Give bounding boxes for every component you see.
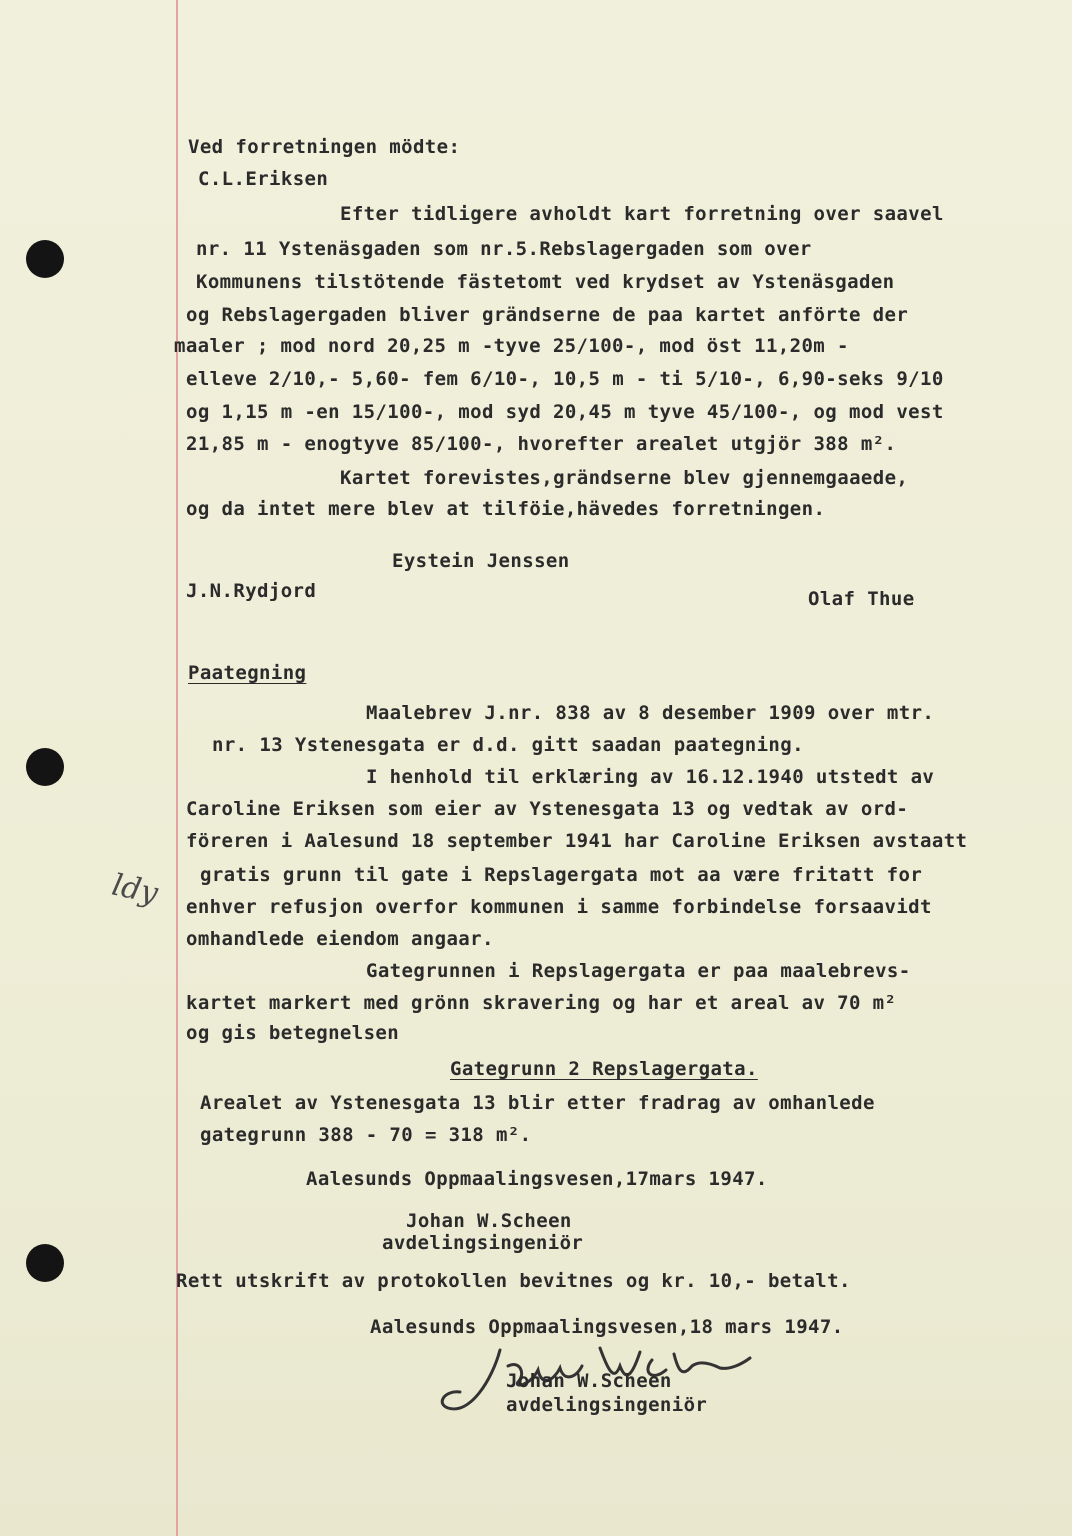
text-line: Ved forretningen mödte: (188, 136, 461, 158)
text-line: Kommunens tilstötende fästetomt ved krydset av Ystenäsgaden (196, 271, 895, 293)
margin-rule (176, 0, 178, 1536)
text-line: Rett utskrift av protokollen bevitnes og kr. 10,- betalt. (176, 1270, 851, 1292)
text-line: I henhold til erklæring av 16.12.1940 utstedt av (366, 766, 935, 788)
text-line: nr. 13 Ystenesgata er d.d. gitt saadan paategning. (212, 734, 804, 756)
text-line: nr. 11 Ystenäsgaden som nr.5.Rebslagergaden som over (196, 238, 812, 260)
section-heading: Paategning (188, 662, 307, 684)
text-line: föreren i Aalesund 18 september 1941 har Caroline Eriksen avstaatt (186, 830, 968, 852)
punch-hole-middle (26, 748, 64, 786)
text-line: Efter tidligere avholdt kart forretning over saavel (340, 203, 944, 225)
punch-hole-top (26, 240, 64, 278)
signatory-title: avdelingsingeniör (382, 1232, 584, 1254)
text-line: kartet markert med grönn skravering og har et areal av 70 m² (186, 992, 897, 1014)
place-date-line: Aalesunds Oppmaalingsvesen,17mars 1947. (306, 1168, 768, 1190)
text-line: omhandlede eiendom angaar. (186, 928, 494, 950)
text-line: gratis grunn til gate i Repslagergata mot aa være fritatt for (200, 864, 923, 886)
text-line: Caroline Eriksen som eier av Ystenesgata 13 og vedtak av ord- (186, 798, 909, 820)
signatory-name: Johan W.Scheen (406, 1210, 572, 1232)
text-line: Gategrunnen i Repslagergata er paa maalebrevs- (366, 960, 911, 982)
text-line: Maalebrev J.nr. 838 av 8 desember 1909 over mtr. (366, 702, 935, 724)
text-line: elleve 2/10,- 5,60- fem 6/10-, 10,5 m - ti 5/10-, 6,90-seks 9/10 (186, 368, 944, 390)
text-line: Arealet av Ystenesgata 13 blir etter fradrag av omhanlede (200, 1092, 875, 1114)
margin-handwritten-note: ldy (108, 867, 161, 912)
section-heading: Gategrunn 2 Repslagergata. (450, 1058, 758, 1080)
text-line: gategrunn 388 - 70 = 318 m². (200, 1124, 532, 1146)
place-date-line: Aalesunds Oppmaalingsvesen,18 mars 1947. (370, 1316, 844, 1338)
text-line: og da intet mere blev at tilföie,hävedes forretningen. (186, 498, 826, 520)
signatory-title: avdelingsingeniör (506, 1394, 708, 1416)
text-line: Kartet forevistes,grändserne blev gjennemgaaede, (340, 467, 909, 489)
text-line: enhver refusjon overfor kommunen i samme forbindelse forsaavidt (186, 896, 932, 918)
signatory-name: Eystein Jenssen (392, 550, 570, 572)
text-line: 21,85 m - enogtyve 85/100-, hvorefter arealet utgjör 388 m². (186, 433, 897, 455)
punch-hole-bottom (26, 1244, 64, 1282)
text-line: C.L.Eriksen (198, 168, 329, 190)
text-line: og Rebslagergaden bliver grändserne de paa kartet anförte der (186, 304, 909, 326)
text-line: maaler ; mod nord 20,25 m -tyve 25/100-, mod öst 11,20m - (174, 335, 849, 357)
signatory-name: J.N.Rydjord (186, 580, 317, 602)
text-line: og 1,15 m -en 15/100-, mod syd 20,45 m tyve 45/100-, og mod vest (186, 401, 944, 423)
signatory-name: Olaf Thue (808, 588, 915, 610)
signatory-name: Johan W.Scheen (506, 1370, 672, 1392)
text-line: og gis betegnelsen (186, 1022, 400, 1044)
